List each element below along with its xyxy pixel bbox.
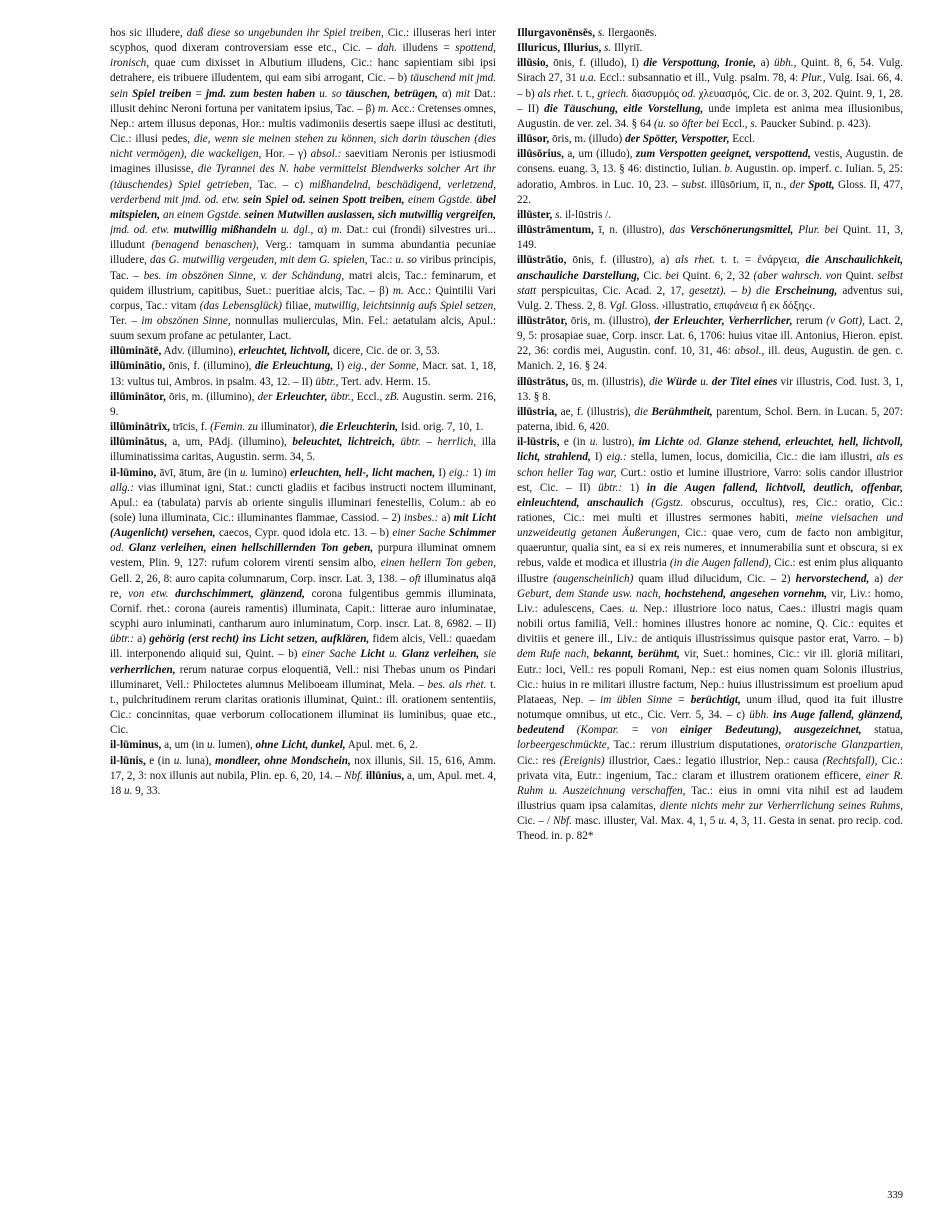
entry-illusio: illūsio, ōnis, f. (illudo), I) die Verspottung, Ironie, a) übh., Quint. 8, 6, 54. Vulg. Sirach 27, 31 u.a. Eccl.: subsannatio et ill., Vulg. psalm. 78, 4: Plur., Vulg. Isai. 66, 4. – b) als rhet. t. t., griech. διασυρμός od. χλευασμός, Cic. de or. 3, 202. Quint. 9, 1, 28. – II) die Täuschung, eitle Vorstellung, unde impleta est anima mea illusionibus, Augustin. de ver. zel. 34. § 64 (u. so öfter bei Eccl., s. Paucker Subind. p. 423). [517,57,903,130]
entry-illurgavonenses: Illurgavonēnsēs, s. Ilergaonēs. [517,27,657,39]
entry-illustrator: illūstrātor, ōris, m. (illustro), der Erleuchter, Verherrlicher, rerum (v Gott), Lact. 2, 9, 5: prosapiae suae, Corp. inscr. Lat. 6, 1706: huius vitae ill. Antonius, Hieron. epist. 22, 36: cordis mei, Augustin. conf. 10, 31, 46: absol., ill. deus, Augustin. de gen. c. Manich. 2, 16. § 24. [517,314,903,373]
entry-illusor: illūsor, ōris, m. (illudo) der Spötter, Verspotter, Eccl. [517,133,755,146]
entry-illuricus: Illuricus, Illurius, s. Illyriī. [517,42,643,55]
left-column [110,26,496,1188]
entry-illumino: il-lūmino, āvī, ātum, āre (in u. lumino) erleuchten, hell-, licht machen, I) eig.: 1) im allg.: vias illuminat igni, Stat.: cuncti gladiis et facibus instructi noctem illuminant, Apul.: ea (tabulata) parvis ab oriente singulis illuminari fenestellis, Colum.: ab eo (sole) luna illuminata, Cic.: illuminantes flammae, Cassiod. – 2) insbes.: a) mit Licht (Augenlicht) versehen, caecos, Cypr. quod idola etc. 13. – b) einer Sache Schimmer od. Glanz verleihen, einen hellschillernden Ton geben, purpura illuminat omnem vestem, Plin. 9, 127: rufum colorem virenti sensim albo, einen hellern Ton geben, Gell. 2, 26, 8: auro capita columnarum, Corp. inscr. Lat. 3, 138. – oft illuminatus alqā re, von etw. durchschimmert, glänzend, corona fulgentibus gemmis illuminata, Cornif. rhet.: corona (aureis ramentis) illuminata, Capit.: litterae auro inluminatae, scyphi auro inluminati, cantharum auro inluminatum, Corp. inscr. Lat. 8, 6982. – II) übtr.: a) gehörig (erst recht) ins Licht setzen, aufklären, fidem alcis, Vell.: quaedam ill. interponendo aliquid sui, Quint. – b) einer Sache Licht u. Glanz verleihen, sie verherrlichen, rerum naturae corpus eloquentiā, Vell.: nisi Thebas unum os Pindari illuminaret, Vell.: Philoctetes alumnus Meliboeam illuminat, Mela. – bes. als rhet. t. t., pulchritudinem rerum claritas orationis illuminat, Quint.: ill. orationem sententiis, Cic.: concinnitas, quae verborum collocationem illuminat iis luminibus, quae etc., Cic. [110,466,496,737]
entry-illunis: il-lūnis, e (in u. luna), mondleer, ohne Mondschein, nox illunis, Sil. 15, 616, Amm. 17, 2, 3: nox illunis aut nubila, Plin. ep. 6, 20, 14. – Nbf. illūnius, a, um, Apul. met. 4, 18 u. 9, 33. [110,754,496,797]
entry-illuminator: illūminātor, ōris, m. (illumino), der Erleuchter, übtr., Eccl., zB. Augustin. serm. 216, 9. [110,390,496,418]
entry-illuster: illūster, s. il-lūstris /. [517,208,612,221]
entry-illudo-cont: hos sic illudere, daß diese so ungebunden ihr Spiel treiben, Cic.: illuseras heri inter scyphos, quod dixeram controversiam esse etc., Cic. – dah. illudens = spottend, ironisch, quae cum dixisset in Albutium illudens, Cic.: hanc sapientiam sibi ipsi detrahere, eis tribuere illudentem, qui eam sibi arrogant, Cic. – b) täuschend mit jmd. sein Spiel treiben = jmd. zum besten haben u. so täuschen, betrügen, α) mit Dat.: illusit dehinc Neroni fortuna per vanitatem ipsius, Tac. – β) m. Acc.: Cretenses omnes, Nep.: artem illusus deponas, Hor.: multis vadimoniis desertis saepe illusi ac destituti, Cic.: illusi pedes, die, wenn sie meinen stehen zu können, sich darin täuschen (dies nicht vermögen), die wackeligen, Hor. – γ) absol.: saevitiam Neronis per istiusmodi imagines illusisse, die Tyrannei des N. habe vermittelst Blendwerks solcher Art ihr (täuschendes) Spiel getrieben, Tac. – c) mißhandelnd, beschädigend, verletzend, verderbend mit jmd. od. etw. sein Spiel od. seinen Spott treiben, einem Ggstde. übel mitspielen, an einem Ggstde. seinen Mutwillen auslassen, sich mutwillig vergreifen, jmd. od. etw. mutwillig mißhandeln u. dgl., α) m. Dat.: cui (frondi) silvestres uri... illudunt (benagend benaschen), Verg.: tamquam in summa abundantia pecuniae illudere, das G. mutwillig vergeuden, mit dem G. spielen, Tac.: u. so viribus principis, Tac. – bes. im obszönen Sinne, v. der Schändung, matri alcis, Tac.: feminarum, et quidem illustrium, capitibus, Suet.: pueritiae alcis, Tac. – β) m. Acc.: Quintilii Vari corpus, Tac.: vitam (das Lebensglück) filiae, mutwillig, leichtsinnig aufs Spiel setzen, Ter. – im obszönen Sinne, nonnullas mulierculas, Min. Fel.: aetatulam alcis, Apul.: suum sexum profane ac petulanter, Lact. [110,27,496,343]
entry-illuminatus: illūminātus, a, um, PAdj. (illumino), beleuchtet, lichtreich, übtr. – herrlich, illa illuminatissima caritas, Augustin. serm. 34, 5. [110,436,496,464]
entry-illustratio: illūstrātio, ōnis, f. (illustro), a) als rhet. t. t. = ἐνάργεια, die Anschaulichkeit, anschauliche Darstellung, Cic. bei Quint. 6, 2, 32 (aber wahrsch. von Quint. selbst statt perspicuitas, Cic. Acad. 2, 17, gesetzt). – b) die Erscheinung, adventus sui, Vulg. 2. Thess. 2, 8. Vgl. Gloss. ›illustratio, επιφάνεια ἤ εκ δόξης‹. [517,254,903,312]
entry-illustramentum: illūstrāmentum, ī, n. (illustro), das Verschönerungsmittel, Plur. bei Quint. 11, 3, 149. [517,224,903,252]
entry-illuminate: illūminātē, Adv. (illumino), erleuchtet, lichtvoll, dicere, Cic. de or. 3, 53. [110,345,440,358]
entry-illuminatio: illūminātio, ōnis, f. (illumino), die Erleuchtung, I) eig., der Sonne, Macr. sat. 1, 18, 13: vultus tui, Ambros. in psalm. 43, 12. – II) übtr., Tert. adv. Herm. 15. [110,360,496,388]
page-number: 339 [887,1190,903,1201]
entry-illustratus: illūstrātus, ūs, m. (illustris), die Würde u. der Titel eines vir illustris, Cod. Iust. 3, 1, 13. § 8. [517,375,903,403]
entry-illusorius: illūsōrius, a, um (illudo), zum Verspotten geeignet, verspottend, vestis, Augustin. de consens. euang. 3, 13. § 46: distinctio, Iulian. b. Augustin. op. imperf. c. Iulian. 5, 25: adoratio, Ambros. in Luc. 10, 23. – subst. illūsōrium, iī, n., der Spott, Gloss. II, 477, 22. [517,148,903,206]
entry-illustris: il-lūstris, e (in u. lustro), im Lichte od. Glanze stehend, erleuchtet, hell, lichtvoll, licht, strahlend, I) eig.: stella, lumen, locus, domicilia, Cic.: die iam illustri, als es schon heller Tag war, Curt.: ostio et lumine illustriore, Varro: solis candor illustrior est, Cic. – II) übtr.: 1) in die Augen fallend, lichtvoll, deutlich, offenbar, einleuchtend, anschaulich (Ggstz. obscurus, occultus), res, Cic.: oratio, Cic.: rationes, Cic.: mei multi et illustres sermones habiti, meine vielsachen und unzweideutig getanen Äußerungen, Cic.: quae vero, cum de facto non ambigitur, quaeruntur, qualia sint, ea si ex reis numeres, et innumerabilia sunt et obscura, si ex rebus, valde et modica et illustria (in die Augen fallend), Cic.: est enim plus aliquanto illustre (augenscheinlich) quam illud dilucidum, Cic. – 2) hervorstechend, a) der Geburt, dem Stande usw. nach, hochstehend, angesehen vornehm, vir, Liv.: homo, Liv.: adulescens, Caes. u. Nep.: illustriore loco natus, Caes.: illustri magis quam nobili ortus familiā, Vell.: homines illustres honore ac nomine, Q. Cic.: equites et divitiis et genere ill., Liv.: de antiquis illustrissimus quisque pastor erat, Varro. – b) dem Rufe nach, bekannt, berühmt, vir, Suet.: homines, Cic.: vir ill. gloriā militari, Eutr.: loci, Vell.: res populi Romani, Nep.: est eius nomen quam Solonis illustrius, Cic.: huius in re militari illustre factum, Nep.: huius illustrissimum est proelium apud Plataeas, Nep. – im üblen Sinne = berüchtigt, unum illud, quod ita fuit illustre notumque omnibus, ut etc., Cic. Verr. 5, 34. – c) übh. ins Auge fallend, glänzend, bedeutend (Kompar. = von einiger Bedeutung), ausgezeichnet, statua, lorbeergeschmückte, Tac.: rerum illustrium disputationes, oratorische Glanzpartien, Cic.: res (Ereignis) illustrior, Caes.: legatio illustrior, Nep.: causa (Rechtsfall), Cic.: privata vita, Eutr.: ingenium, Tac.: claram et illustrem orationem efficere, einer R. Ruhm u. Auszeichnung verschaffen, Tac.: eius in omni vita nihil est ad laudem illustrius quam ipsa calamitas, diente nichts mehr zur Verherrlichung seines Ruhms, Cic. – / Nbf. masc. illuster, Val. Max. 4, 1, 5 u. 4, 3, 11. Gesta in senat. pro recip. cod. Theod. in. p. 82* [517,436,903,843]
entry-illuminus: il-lūminus, a, um (in u. lumen), ohne Licht, dunkel, Apul. met. 6, 2. [110,739,418,752]
right-column [517,26,903,1188]
entry-illustria: illūstria, ae, f. (illustris), die Berühmtheit, parentum, Schol. Bern. in Lucan. 5, 207: paterna, ibid. 6, 420. [517,405,903,434]
entry-illuminatrix: illūminātrīx, trīcis, f. (Femin. zu illuminator), die Erleuchterin, Isid. orig. 7, 10, 1. [110,421,484,434]
